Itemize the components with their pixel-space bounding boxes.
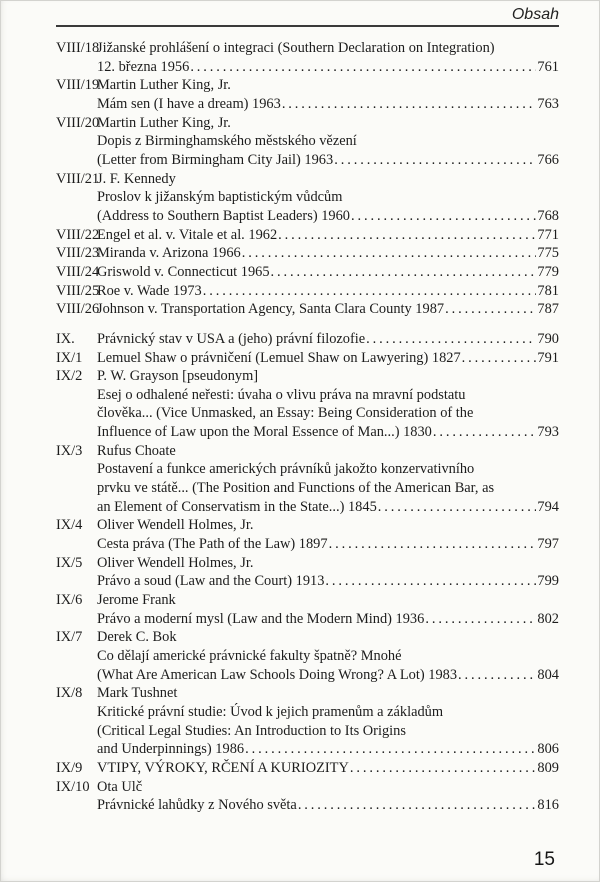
dot-leader bbox=[445, 300, 536, 319]
dot-leader bbox=[366, 330, 536, 349]
toc-entry bbox=[56, 554, 559, 591]
toc-page-number: 793 bbox=[537, 424, 559, 441]
toc-row bbox=[56, 114, 559, 133]
toc-page-number: 799 bbox=[537, 573, 559, 590]
toc-page-number: 763 bbox=[537, 95, 559, 112]
toc-page-number: 809 bbox=[537, 759, 559, 776]
toc-row bbox=[56, 684, 559, 703]
toc-entry-label: VIII/18 bbox=[56, 40, 100, 56]
toc-entry-text: and Underpinnings) 1986 bbox=[97, 741, 245, 758]
toc-row bbox=[56, 498, 559, 517]
toc-row bbox=[56, 188, 559, 207]
toc-page-number: 802 bbox=[537, 610, 559, 627]
toc-entry bbox=[56, 778, 559, 815]
toc-row bbox=[56, 300, 559, 319]
toc-entry bbox=[56, 76, 559, 113]
toc-entry-text: Roe v. Wade 1973 bbox=[97, 282, 202, 299]
toc-entry-text: Miranda v. Arizona 1966 bbox=[97, 245, 241, 262]
toc-row bbox=[56, 460, 559, 479]
toc-row bbox=[56, 628, 559, 647]
dot-leader bbox=[203, 282, 537, 301]
toc-page-number: 761 bbox=[537, 58, 559, 75]
toc-row bbox=[56, 404, 559, 423]
toc-entry-label: VIII/23 bbox=[56, 245, 100, 262]
toc-entry bbox=[56, 349, 559, 368]
toc-entry-text: Cesta práva (The Path of the Law) 1897 bbox=[97, 536, 328, 553]
toc-entry bbox=[56, 367, 559, 442]
toc-entry-text: (What Are American Law Schools Doing Wrong? A Lot) 1983 bbox=[97, 666, 458, 683]
toc-entry-label: IX/9 bbox=[56, 759, 83, 776]
dot-leader bbox=[271, 263, 537, 282]
toc-page-number: 794 bbox=[537, 498, 559, 515]
toc-entry-label: IX/2 bbox=[56, 368, 83, 385]
toc-row bbox=[56, 610, 559, 629]
toc-entry-label: IX/8 bbox=[56, 685, 83, 702]
toc-row bbox=[56, 666, 559, 685]
toc-row bbox=[56, 226, 559, 245]
toc-entry-text: Oliver Wendell Holmes, Jr. bbox=[97, 517, 254, 534]
dot-leader bbox=[245, 740, 536, 759]
toc-entry-text: (Address to Southern Baptist Leaders) 1960 bbox=[97, 207, 350, 224]
toc-entry-label: IX/4 bbox=[56, 517, 83, 534]
toc-row bbox=[56, 703, 559, 722]
toc-section bbox=[56, 330, 559, 815]
toc-entry-text: 12. března 1956 bbox=[97, 58, 190, 75]
toc-entry-label: VIII/19 bbox=[56, 77, 100, 94]
toc-entry-text: Postavení a funkce amerických právníků jakožto konzervativního bbox=[97, 461, 475, 478]
toc-entry-text: Johnson v. Transportation Agency, Santa Clara County 1987 bbox=[97, 301, 445, 318]
toc-entry-label: VIII/25 bbox=[56, 282, 100, 299]
toc-entry-text: Kritické právní studie: Úvod k jejich pramenům a základům bbox=[97, 703, 444, 720]
toc-row bbox=[56, 386, 559, 405]
toc-row bbox=[56, 330, 559, 349]
toc-row bbox=[56, 722, 559, 741]
toc-entry-text: J. F. Kennedy bbox=[97, 170, 176, 187]
toc-entry-text: P. W. Grayson [pseudonym] bbox=[97, 368, 259, 385]
toc-row bbox=[56, 39, 559, 58]
dot-leader bbox=[378, 498, 537, 517]
toc-entry-text: Co dělají americké právnické fakulty špatně? Mnohé bbox=[97, 648, 402, 664]
dot-leader bbox=[433, 423, 537, 442]
toc-row bbox=[56, 95, 559, 114]
toc-entry bbox=[56, 226, 559, 245]
toc-entry-label: IX/7 bbox=[56, 629, 83, 646]
dot-leader bbox=[351, 207, 536, 226]
toc-entry-label: VIII/21 bbox=[56, 170, 100, 187]
toc-entry-text: Martin Luther King, Jr. bbox=[97, 77, 231, 94]
header-rule bbox=[56, 25, 559, 27]
toc-entry-label: IX/5 bbox=[56, 554, 83, 571]
toc-row bbox=[56, 367, 559, 386]
toc-row bbox=[56, 740, 559, 759]
toc-row bbox=[56, 349, 559, 368]
toc-row bbox=[56, 442, 559, 461]
toc-entry-text: Jižanské prohlášení o integraci (Southern Declaration on Integration) bbox=[97, 40, 495, 56]
toc-entry-text: Esej o odhalené neřesti: úvaha o vlivu práva na mravní podstatu bbox=[97, 386, 466, 403]
toc-entry-text: Právnický stav v USA a (jeho) právní filozofie bbox=[97, 330, 366, 347]
dot-leader bbox=[242, 244, 537, 263]
toc-entry-text: prvku ve státě... (The Position and Functions of the American Bar, as bbox=[97, 480, 495, 497]
toc-page-number: 787 bbox=[537, 301, 559, 318]
dot-leader bbox=[329, 535, 537, 554]
toc-page-number: 791 bbox=[537, 349, 559, 366]
toc-page-number: 779 bbox=[537, 263, 559, 280]
toc-entry-label: VIII/26 bbox=[56, 301, 100, 318]
toc-entry-text: (Critical Legal Studies: An Introduction to Its Origins bbox=[97, 722, 406, 739]
toc-page-number: 804 bbox=[537, 666, 559, 683]
toc-entry bbox=[56, 300, 559, 319]
toc-entry bbox=[56, 442, 559, 517]
toc-row bbox=[56, 759, 559, 778]
toc-entry-text: Rufus Choate bbox=[97, 442, 176, 459]
dot-leader bbox=[190, 58, 536, 77]
toc-row bbox=[56, 282, 559, 301]
toc-row bbox=[56, 796, 559, 815]
toc-entry bbox=[56, 684, 559, 759]
toc-entry-text: Engel et al. v. Vitale et al. 1962 bbox=[97, 226, 278, 243]
toc-entry-text: Derek C. Bok bbox=[97, 629, 177, 646]
toc-entry bbox=[56, 114, 559, 170]
dot-leader bbox=[462, 349, 537, 368]
toc-entry-text: Právo a soud (Law and the Court) 1913 bbox=[97, 573, 325, 590]
toc-entry-text: Jerome Frank bbox=[97, 592, 176, 609]
toc-entry-text: Influence of Law upon the Moral Essence of Man...) 1830 bbox=[97, 424, 432, 441]
toc-entry-label: IX/6 bbox=[56, 592, 83, 609]
dot-leader bbox=[278, 226, 536, 245]
dot-leader bbox=[425, 610, 536, 629]
toc-entry bbox=[56, 516, 559, 553]
toc-entry-text: Griswold v. Connecticut 1965 bbox=[97, 263, 270, 280]
toc-entry-label: IX/10 bbox=[56, 778, 90, 795]
toc-row bbox=[56, 132, 559, 151]
dot-leader bbox=[334, 151, 536, 170]
dot-leader bbox=[350, 759, 537, 778]
dot-leader bbox=[325, 572, 536, 591]
toc-row bbox=[56, 244, 559, 263]
toc-entry-text: Proslov k jižanským baptistickým vůdcům bbox=[97, 189, 343, 206]
toc-row bbox=[56, 535, 559, 554]
toc-entry bbox=[56, 330, 559, 349]
toc-entry bbox=[56, 39, 559, 76]
toc-row bbox=[56, 263, 559, 282]
toc-entry bbox=[56, 759, 559, 778]
toc-entry bbox=[56, 591, 559, 628]
toc-row bbox=[56, 58, 559, 77]
toc-entry-text: Mark Tushnet bbox=[97, 685, 178, 702]
toc-entry-text: Právo a moderní mysl (Law and the Modern Mind) 1936 bbox=[97, 610, 425, 627]
dot-leader bbox=[458, 666, 536, 685]
toc-entry-text: Oliver Wendell Holmes, Jr. bbox=[97, 554, 254, 571]
toc-entry-label: IX/3 bbox=[56, 442, 83, 459]
toc-entry-text: Dopis z Birminghamského městského vězení bbox=[97, 133, 357, 150]
page-number: 15 bbox=[533, 849, 555, 870]
toc-page-number: 766 bbox=[537, 151, 559, 168]
toc-entry-text: Mám sen (I have a dream) 1963 bbox=[97, 95, 281, 112]
toc-row bbox=[56, 170, 559, 189]
toc-entry-text: (Letter from Birmingham City Jail) 1963 bbox=[97, 151, 334, 168]
toc-entry bbox=[56, 170, 559, 226]
toc-entry-text: člověka... (Vice Unmasked, an Essay: Being Consideration of the bbox=[97, 405, 474, 422]
toc-entry bbox=[56, 263, 559, 282]
toc-row bbox=[56, 778, 559, 797]
toc-entry-text: an Element of Conservatism in the State...) 1845 bbox=[97, 498, 377, 515]
page-header-title: Obsah bbox=[511, 6, 559, 23]
toc-entry-text: Právnické lahůdky z Nového světa bbox=[97, 797, 297, 814]
toc-row bbox=[56, 207, 559, 226]
toc-row bbox=[56, 479, 559, 498]
dot-leader bbox=[298, 796, 537, 815]
toc-row bbox=[56, 647, 559, 666]
toc-entry bbox=[56, 282, 559, 301]
toc-row bbox=[56, 591, 559, 610]
toc-page-number: 771 bbox=[537, 226, 559, 243]
toc-page-number: 775 bbox=[537, 245, 559, 262]
toc-page-number: 797 bbox=[537, 536, 559, 553]
toc-entry-label: VIII/24 bbox=[56, 263, 100, 280]
page-header bbox=[56, 5, 559, 27]
toc-entry-label: VIII/20 bbox=[56, 114, 100, 131]
toc-entry-text: Martin Luther King, Jr. bbox=[97, 114, 231, 131]
toc-row bbox=[56, 516, 559, 535]
toc-entry bbox=[56, 628, 559, 684]
toc-section bbox=[56, 39, 559, 319]
toc-row bbox=[56, 572, 559, 591]
toc-row bbox=[56, 554, 559, 573]
toc-entry-label: IX. bbox=[56, 330, 75, 347]
toc-row bbox=[56, 151, 559, 170]
toc-page-number: 781 bbox=[537, 282, 559, 299]
toc-page-number: 806 bbox=[537, 741, 559, 758]
toc-row bbox=[56, 423, 559, 442]
toc-page-number: 768 bbox=[537, 207, 559, 224]
toc-row bbox=[56, 76, 559, 95]
toc-list bbox=[56, 39, 559, 815]
toc-entry-text: Lemuel Shaw o právničení (Lemuel Shaw on Lawyering) 1827 bbox=[97, 349, 461, 366]
toc-entry-label: IX/1 bbox=[56, 349, 83, 366]
toc-entry-text: VTIPY, VÝROKY, RČENÍ A KURIOZITY bbox=[97, 759, 349, 776]
toc-entry bbox=[56, 244, 559, 263]
dot-leader bbox=[282, 95, 537, 114]
toc-page-number: 816 bbox=[537, 797, 559, 814]
toc-page-number: 790 bbox=[537, 330, 559, 347]
toc-entry-text: Ota Ulč bbox=[97, 778, 143, 795]
toc-entry-label: VIII/22 bbox=[56, 226, 100, 243]
